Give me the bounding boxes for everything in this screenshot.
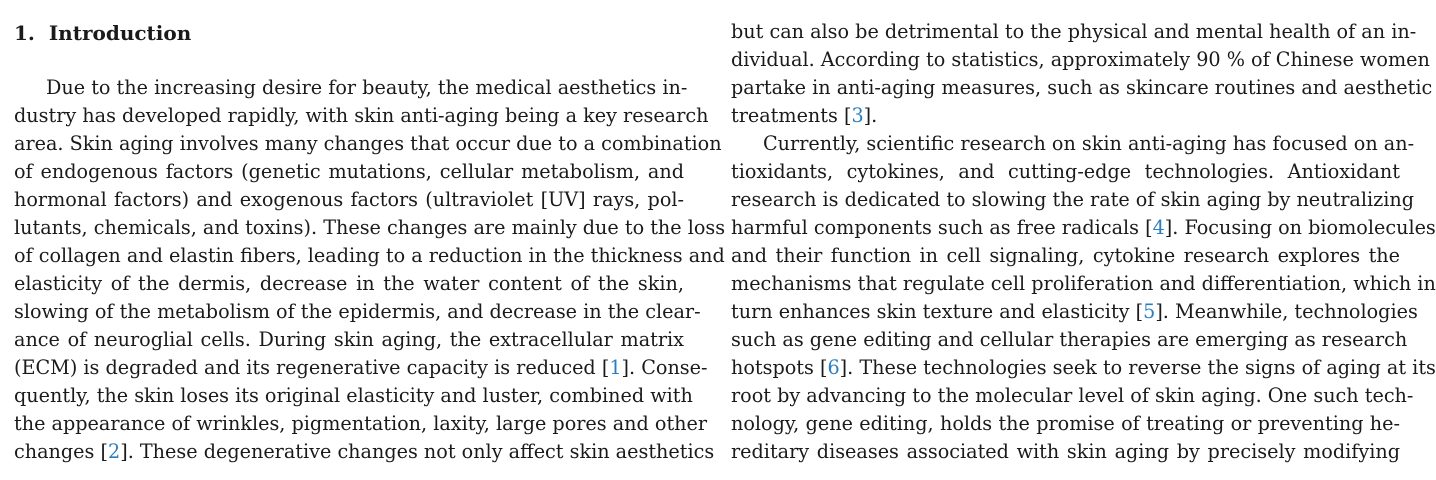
text-segment: tioxidants, cytokines, and cutting-edge technologies. Antioxidant — [731, 160, 1400, 183]
right-paragraphs — [731, 18, 1436, 466]
text-line — [731, 298, 1418, 326]
text-segment: harmful components such as free radicals [ — [731, 216, 1153, 239]
text-segment: mechanisms that regulate cell proliferation and differentiation, which in — [731, 272, 1436, 295]
text-line — [731, 130, 1415, 158]
text-line — [14, 74, 688, 102]
citation-link[interactable]: 4 — [1152, 216, 1165, 239]
text-segment: root by advancing to the molecular level of skin aging. One such tech- — [731, 384, 1414, 407]
citation-link[interactable]: 6 — [827, 356, 840, 379]
text-segment: treatments [ — [731, 104, 852, 127]
text-segment: nology, gene editing, holds the promise of treating or preventing he- — [731, 412, 1400, 435]
text-line — [731, 242, 1400, 270]
left-paragraph — [14, 74, 726, 466]
text-segment: the appearance of wrinkles, pigmentation, laxity, large pores and other — [14, 412, 708, 435]
text-line — [731, 74, 1433, 102]
text-line — [731, 18, 1417, 46]
text-segment: slowing of the metabolism of the epidermis, and decrease in the clear- — [14, 300, 701, 323]
section-number: 1. — [14, 21, 35, 45]
text-segment: ]. These degenerative changes not only affect skin aesthetics — [120, 440, 715, 463]
text-segment: quently, the skin loses its original elasticity and luster, combined with — [14, 384, 693, 407]
text-segment: reditary diseases associated with skin aging by precisely modifying — [731, 440, 1400, 463]
text-segment: research is dedicated to slowing the rate of skin aging by neutralizing — [731, 188, 1415, 211]
citation-link[interactable]: 1 — [609, 356, 622, 379]
text-line — [731, 354, 1436, 382]
citation-link[interactable]: 5 — [1143, 300, 1156, 323]
text-line — [731, 410, 1400, 438]
text-segment: (ECM) is degraded and its regenerative capacity is reduced [ — [14, 356, 610, 379]
text-segment: ]. These technologies seek to reverse the signs of aging at its — [839, 356, 1436, 379]
text-segment: area. Skin aging involves many changes that occur due to a combination — [14, 132, 722, 155]
text-segment: such as gene editing and cellular therapies are emerging as research — [731, 328, 1408, 351]
text-line — [14, 186, 684, 214]
text-line — [14, 354, 708, 382]
right-column — [731, 18, 1436, 466]
text-line — [731, 158, 1400, 186]
text-line — [731, 270, 1436, 298]
text-line — [731, 186, 1415, 214]
text-segment: and their function in cell signaling, cytokine research explores the — [731, 244, 1400, 267]
text-segment: Currently, scientific research on skin anti-aging has focused on an- — [763, 132, 1415, 155]
citation-link[interactable]: 2 — [107, 440, 121, 463]
text-line — [731, 46, 1430, 74]
text-line — [14, 242, 725, 270]
text-line — [14, 130, 722, 158]
text-line — [14, 102, 709, 130]
text-segment: elasticity of the dermis, decrease in the water content of the skin, — [14, 272, 684, 295]
text-segment: ]. Conse- — [621, 356, 708, 379]
text-segment: partake in anti-aging measures, such as skincare routines and aesthetic — [731, 76, 1433, 99]
text-segment: ]. Meanwhile, technologies — [1155, 300, 1418, 323]
text-segment: of endogenous factors (genetic mutations, cellular metabolism, and — [14, 160, 684, 183]
text-segment: ance of neuroglial cells. During skin aging, the extracellular matrix — [14, 328, 684, 351]
text-line — [14, 410, 708, 438]
text-segment: Due to the increasing desire for beauty, the medical aesthetics in- — [46, 76, 688, 99]
text-segment: changes [ — [14, 440, 108, 463]
left-column — [14, 18, 726, 466]
text-line — [731, 102, 1400, 130]
text-line — [731, 326, 1408, 354]
text-line — [14, 158, 684, 186]
text-line — [731, 382, 1414, 410]
text-segment: lutants, chemicals, and toxins). These changes are mainly due to the loss — [14, 216, 726, 239]
text-line — [14, 214, 726, 242]
text-segment: dividual. According to statistics, approximately 90 % of Chinese women — [731, 48, 1430, 71]
text-segment: hormonal factors) and exogenous factors (ultraviolet [UV] rays, pol- — [14, 188, 684, 211]
text-line — [14, 326, 684, 354]
text-segment: ]. — [863, 104, 878, 127]
section-heading — [14, 18, 684, 48]
text-segment: turn enhances skin texture and elasticity [ — [731, 300, 1144, 323]
text-line — [14, 270, 684, 298]
citation-link[interactable]: 3 — [851, 104, 864, 127]
text-line — [14, 438, 715, 466]
text-segment: hotspots [ — [731, 356, 828, 379]
text-line — [14, 382, 693, 410]
text-line — [731, 214, 1436, 242]
text-segment: ]. Focusing on biomolecules — [1164, 216, 1436, 239]
section-title: Introduction — [48, 21, 192, 45]
text-line — [14, 298, 701, 326]
text-segment: dustry has developed rapidly, with skin anti-aging being a key research — [14, 104, 709, 127]
text-line — [731, 438, 1400, 466]
text-segment: of collagen and elastin fibers, leading to a reduction in the thickness and — [14, 244, 725, 267]
text-segment: but can also be detrimental to the physical and mental health of an in- — [731, 20, 1417, 43]
